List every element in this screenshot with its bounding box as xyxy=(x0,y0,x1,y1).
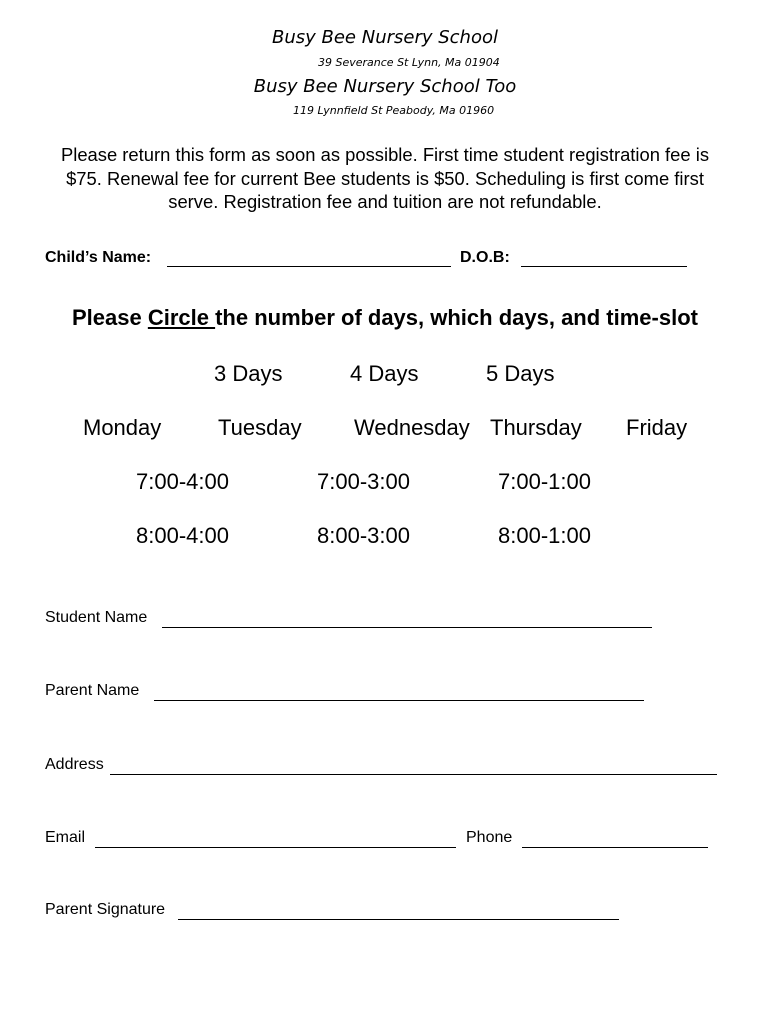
dob-label: D.O.B: xyxy=(460,249,510,266)
student-name-label: Student Name xyxy=(45,609,148,626)
parent-name-label: Parent Name xyxy=(45,682,140,699)
school2-address: 119 Lynnfield St Peabody, Ma 01960 xyxy=(293,104,495,117)
intro-paragraph: Please return this form as soon as possible. First time student registration fee is $75. Renewal fee for current Bee students is $50. Scheduling is first come first serve. Registration fee and tuition are not refundable. xyxy=(60,144,710,212)
time-slot-8-4[interactable]: 8:00-4:00 xyxy=(136,523,229,548)
school2-name: Busy Bee Nursery School Too xyxy=(253,76,517,97)
phone-field[interactable] xyxy=(522,830,708,848)
time-slot-7-4[interactable]: 7:00-4:00 xyxy=(136,469,229,494)
phone-label: Phone xyxy=(466,829,513,846)
parent-signature-label: Parent Signature xyxy=(45,901,166,918)
weekday-friday[interactable]: Friday xyxy=(626,415,688,440)
weekday-tuesday[interactable]: Tuesday xyxy=(218,415,302,440)
parent-signature-field[interactable] xyxy=(178,902,619,920)
school1-name: Busy Bee Nursery School xyxy=(272,27,498,48)
time-slot-7-3[interactable]: 7:00-3:00 xyxy=(317,469,410,494)
address-label: Address xyxy=(45,756,104,773)
option-4-days[interactable]: 4 Days xyxy=(350,361,419,386)
child-name-label: Child’s Name: xyxy=(45,249,152,266)
dob-field[interactable] xyxy=(521,250,687,267)
option-5-days[interactable]: 5 Days xyxy=(486,361,555,386)
weekday-monday[interactable]: Monday xyxy=(83,415,162,440)
weekday-thursday[interactable]: Thursday xyxy=(490,415,582,440)
parent-name-field[interactable] xyxy=(154,683,644,701)
address-field[interactable] xyxy=(110,757,717,775)
circle-instruction-heading: Please Circle the number of days, which days, and time-slot xyxy=(72,305,698,330)
email-label: Email xyxy=(45,829,86,846)
email-field[interactable] xyxy=(95,830,456,848)
student-name-field[interactable] xyxy=(162,610,652,628)
time-slot-8-3[interactable]: 8:00-3:00 xyxy=(317,523,410,548)
child-name-field[interactable] xyxy=(167,250,451,267)
time-slot-7-1[interactable]: 7:00-1:00 xyxy=(498,469,591,494)
circle-word: Circle xyxy=(147,305,216,330)
school1-address: 39 Severance St Lynn, Ma 01904 xyxy=(318,56,500,69)
option-3-days[interactable]: 3 Days xyxy=(214,361,283,386)
weekday-wednesday[interactable]: Wednesday xyxy=(354,415,470,440)
time-slot-8-1[interactable]: 8:00-1:00 xyxy=(498,523,591,548)
